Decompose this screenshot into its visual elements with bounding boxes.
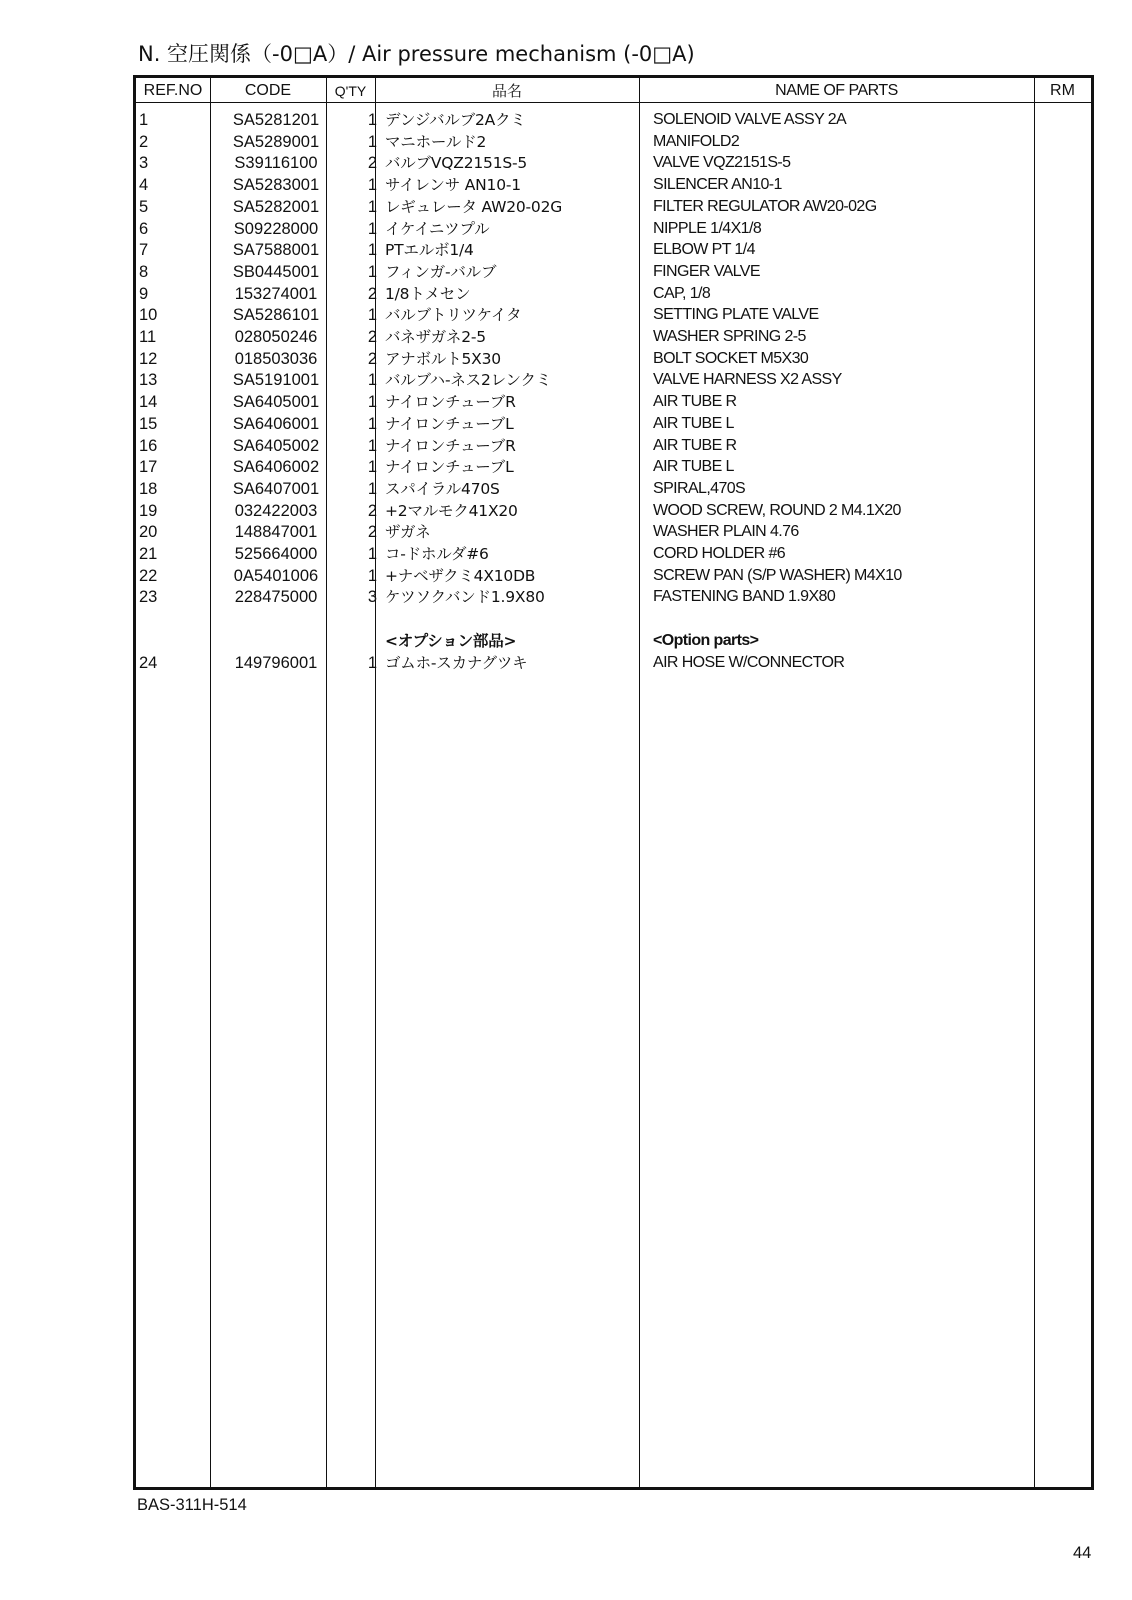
qty-cell: 2 — [367, 328, 377, 346]
code-cell: 153274001 — [234, 284, 318, 303]
qty-cell: 1 — [367, 132, 377, 151]
table-row — [136, 456, 1091, 478]
ref-no-cell: 14 — [139, 393, 158, 412]
part-name-cell: AIR TUBE L — [653, 458, 734, 476]
ref-no-cell: 7 — [139, 241, 149, 260]
qty-cell: 1 — [367, 436, 377, 455]
ref-no-cell: 4 — [139, 176, 149, 195]
japanese-name-cell: コ-ドホルダ#6 — [385, 545, 489, 563]
option-heading-english: <Option parts> — [653, 631, 759, 649]
qty-cell: 1 — [367, 371, 377, 390]
japanese-name-cell: ナイロンチューブR — [385, 436, 516, 455]
part-name-cell: NIPPLE 1/4X1/8 — [653, 219, 762, 237]
part-name-cell: WOOD SCREW, ROUND 2 M4.1X20 — [653, 501, 901, 519]
qty-cell: 1 — [367, 458, 377, 477]
part-name-cell: AIR TUBE L — [653, 414, 734, 432]
ref-no-cell: 12 — [139, 349, 158, 368]
table-row — [136, 261, 1091, 283]
ref-no-cell: 2 — [139, 132, 149, 151]
header-code: CODE — [244, 82, 292, 99]
part-name-cell: FILTER REGULATOR AW20-02G — [653, 197, 877, 215]
part-name-cell: WASHER PLAIN 4.76 — [653, 523, 799, 541]
table-row — [136, 239, 1091, 261]
qty-cell: 1 — [367, 111, 377, 129]
part-name-cell: SPIRAL,470S — [653, 479, 746, 497]
japanese-name-cell: フィンガ-バルブ — [385, 262, 497, 281]
qty-cell: 1 — [367, 393, 377, 412]
code-cell: 0A5401006 — [233, 566, 319, 585]
header-rm: RM — [1050, 82, 1075, 99]
header-name-of-parts: NAME OF PARTS — [775, 82, 898, 99]
part-name-cell: VALVE HARNESS X2 ASSY — [653, 371, 842, 389]
code-cell: SA5281201 — [232, 111, 320, 129]
header-ref-no: REF.NO — [143, 82, 203, 99]
qty-cell: 1 — [367, 566, 377, 585]
table-row — [136, 369, 1091, 391]
header-qty: Q'TY — [334, 83, 367, 99]
japanese-name-cell: サイレンサ AN10-1 — [385, 176, 521, 195]
qty-cell: 1 — [367, 414, 377, 433]
code-cell: SB0445001 — [232, 262, 320, 281]
header-japanese-name: 品名 — [491, 82, 522, 100]
table-row — [136, 152, 1091, 174]
code-cell: 028050246 — [234, 328, 318, 346]
ref-no-cell: 16 — [139, 436, 158, 455]
qty-cell: 1 — [367, 241, 377, 260]
code-cell: S09228000 — [233, 219, 319, 238]
part-name-cell: MANIFOLD2 — [653, 132, 740, 150]
ref-no-cell: 24 — [139, 653, 158, 672]
ref-no-cell: 22 — [139, 566, 158, 585]
code-cell: SA5191001 — [232, 371, 320, 390]
table-row — [136, 435, 1091, 457]
code-cell: SA5286101 — [232, 306, 320, 325]
ref-no-cell: 17 — [139, 458, 158, 477]
japanese-name-cell: バルブハ-ネス2レンクミ — [385, 371, 552, 390]
part-name-cell: FASTENING BAND 1.9X80 — [653, 588, 836, 606]
part-name-cell: VALVE VQZ2151S-5 — [653, 154, 791, 172]
japanese-name-cell: デンジバルブ2Aクミ — [385, 111, 526, 129]
code-cell: SA6405001 — [232, 393, 320, 412]
code-cell: 228475000 — [234, 588, 318, 607]
table-row — [136, 652, 1091, 674]
code-cell: SA6406001 — [232, 414, 320, 433]
ref-no-cell: 3 — [139, 154, 149, 173]
code-cell: SA5282001 — [232, 197, 320, 216]
ref-no-cell: 20 — [139, 523, 158, 542]
part-name-cell: SCREW PAN (S/P WASHER) M4X10 — [653, 566, 902, 584]
code-cell: 149796001 — [234, 653, 318, 672]
qty-cell: 1 — [367, 176, 377, 195]
qty-cell: 1 — [367, 653, 377, 672]
japanese-name-cell: 1/8トメセン — [385, 284, 471, 303]
code-cell: 525664000 — [234, 545, 318, 563]
ref-no-cell: 15 — [139, 414, 158, 433]
ref-no-cell: 23 — [139, 588, 158, 607]
japanese-name-cell: ゴムホ-スカナグツキ — [385, 653, 528, 672]
japanese-name-cell: ケツソクバンド1.9X80 — [385, 588, 545, 607]
code-cell: SA6406002 — [232, 458, 320, 477]
parts-table — [133, 75, 1094, 1490]
table-row — [136, 348, 1091, 370]
ref-no-cell: 18 — [139, 479, 158, 498]
qty-cell: 3 — [367, 588, 377, 607]
table-row — [136, 478, 1091, 500]
table-row — [136, 218, 1091, 240]
ref-no-cell: 8 — [139, 262, 149, 281]
code-cell: SA6405002 — [232, 436, 320, 455]
ref-no-cell: 19 — [139, 501, 158, 520]
ref-no-cell: 13 — [139, 371, 158, 390]
table-row — [136, 109, 1091, 131]
table-row — [136, 500, 1091, 522]
header-divider — [136, 102, 1091, 103]
ref-no-cell: 21 — [139, 545, 158, 563]
part-name-cell: SILENCER AN10-1 — [653, 176, 782, 194]
code-cell: S39116100 — [234, 154, 318, 173]
model-number: BAS-311H-514 — [137, 1496, 247, 1514]
option-heading-japanese: <オプション部品> — [385, 631, 517, 650]
japanese-name-cell: +2マルモク41X20 — [385, 501, 518, 520]
code-cell: 018503036 — [234, 349, 318, 368]
page-title: N. 空圧関係（-0□A）/ Air pressure mechanism (-0□A) — [138, 42, 695, 66]
qty-cell: 1 — [367, 306, 377, 325]
qty-cell: 2 — [367, 349, 377, 368]
part-name-cell: BOLT SOCKET M5X30 — [653, 349, 809, 367]
part-name-cell: FINGER VALVE — [653, 262, 760, 280]
japanese-name-cell: バルブVQZ2151S-5 — [385, 154, 528, 173]
code-cell: SA5289001 — [232, 132, 320, 151]
ref-no-cell: 6 — [139, 219, 149, 238]
japanese-name-cell: バネザガネ2-5 — [385, 328, 486, 346]
code-cell: SA5283001 — [232, 176, 320, 195]
part-name-cell: CORD HOLDER #6 — [653, 545, 786, 562]
japanese-name-cell: レギュレータ AW20-02G — [385, 197, 563, 216]
part-name-cell: ELBOW PT 1/4 — [653, 241, 755, 259]
page-number: 44 — [1073, 1544, 1092, 1562]
table-row — [136, 131, 1091, 153]
table-row — [136, 196, 1091, 218]
japanese-name-cell: ナイロンチューブL — [385, 414, 514, 433]
table-row — [136, 413, 1091, 435]
part-name-cell: AIR TUBE R — [653, 436, 737, 454]
qty-cell: 2 — [367, 284, 377, 303]
table-row — [136, 521, 1091, 543]
japanese-name-cell: スパイラル470S — [385, 479, 500, 498]
japanese-name-cell: ザガネ — [385, 523, 431, 542]
qty-cell: 1 — [367, 262, 377, 281]
ref-no-cell: 5 — [139, 197, 149, 216]
japanese-name-cell: アナボルト5X30 — [385, 349, 501, 368]
japanese-name-cell: +ナベザクミ4X10DB — [385, 566, 536, 585]
part-name-cell: AIR TUBE R — [653, 393, 737, 411]
qty-cell: 1 — [367, 197, 377, 216]
part-name-cell: WASHER SPRING 2-5 — [653, 328, 806, 345]
part-name-cell: AIR HOSE W/CONNECTOR — [653, 653, 845, 671]
part-name-cell: SOLENOID VALVE ASSY 2A — [653, 111, 847, 128]
ref-no-cell: 11 — [139, 328, 157, 346]
table-row — [136, 586, 1091, 608]
japanese-name-cell: バルブトリツケイタ — [385, 306, 522, 325]
code-cell: 148847001 — [234, 523, 318, 542]
code-cell: SA7588001 — [232, 241, 320, 260]
qty-cell: 2 — [367, 523, 377, 542]
code-cell: SA6407001 — [232, 479, 320, 498]
qty-cell: 1 — [367, 219, 377, 238]
japanese-name-cell: ナイロンチューブR — [385, 393, 516, 412]
part-name-cell: SETTING PLATE VALVE — [653, 306, 819, 324]
qty-cell: 1 — [367, 479, 377, 498]
table-row — [136, 565, 1091, 587]
table-row — [136, 283, 1091, 305]
option-parts-heading — [136, 630, 1091, 652]
ref-no-cell: 9 — [139, 284, 149, 303]
part-name-cell: CAP, 1/8 — [653, 284, 711, 302]
table-row — [136, 326, 1091, 348]
table-row — [136, 174, 1091, 196]
code-cell: 032422003 — [234, 501, 318, 520]
table-row — [136, 543, 1091, 565]
table-row — [136, 304, 1091, 326]
japanese-name-cell: ナイロンチューブL — [385, 458, 514, 477]
ref-no-cell: 10 — [139, 306, 158, 325]
japanese-name-cell: PTエルボ1/4 — [385, 241, 474, 260]
japanese-name-cell: マニホールド2 — [385, 132, 487, 151]
ref-no-cell: 1 — [139, 111, 149, 129]
qty-cell: 2 — [367, 154, 377, 173]
qty-cell: 2 — [367, 501, 377, 520]
japanese-name-cell: イケイニツプル — [385, 219, 490, 238]
qty-cell: 1 — [367, 545, 377, 563]
table-row — [136, 391, 1091, 413]
